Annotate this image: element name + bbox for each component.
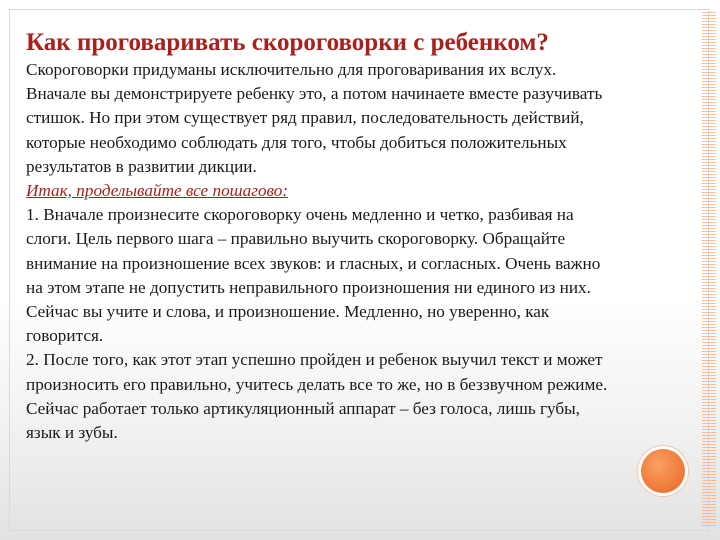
slide-content — [26, 28, 710, 445]
intro-line: которые необходимо соблюдать для того, чтобы добиться положительных — [26, 132, 567, 152]
step1-line: говорится. — [26, 326, 104, 346]
step2-line: 2. После того, как этот этап успешно пройден и ребенок выучил текст и может — [26, 350, 603, 370]
step2-line: язык и зубы. — [26, 423, 118, 443]
intro-line: Скороговорки придуманы исключительно для проговаривания их вслух. — [26, 60, 557, 79]
step1-line: слоги. Цель первого шага – правильно выучить скороговорку. Обращайте — [26, 229, 566, 249]
decorative-circle-icon — [641, 449, 685, 493]
step1-line: Сейчас вы учите и слова, и произношение. Медленно, но уверенно, как — [26, 302, 550, 322]
step1-line: 1. Вначале произнесите скороговорку очень медленно и четко, разбивая на — [26, 205, 574, 225]
step1-line: внимание на произношение всех звуков: и гласных, и согласных. Очень важно — [26, 253, 601, 273]
subheading: Итак, проделывайте все пошагово: — [26, 181, 289, 201]
intro-line: результатов в развитии дикции. — [26, 156, 257, 176]
slide-body — [26, 58, 710, 445]
step2-line: Сейчас работает только артикуляционный аппарат – без голоса, лишь губы, — [26, 398, 580, 418]
slide-title: Как проговаривать скороговорки с ребенком? — [26, 29, 549, 56]
step1-line: на этом этапе не допустить неправильного произношения ни единого из них. — [26, 277, 591, 297]
intro-line: Вначале вы демонстрируете ребенку это, а потом начинаете вместе разучивать — [26, 84, 603, 104]
step2-line: произносить его правильно, учитесь делать все то же, но в беззвучном режиме. — [26, 374, 608, 394]
intro-line: стишок. Но при этом существует ряд правил, последовательность действий, — [26, 108, 584, 128]
